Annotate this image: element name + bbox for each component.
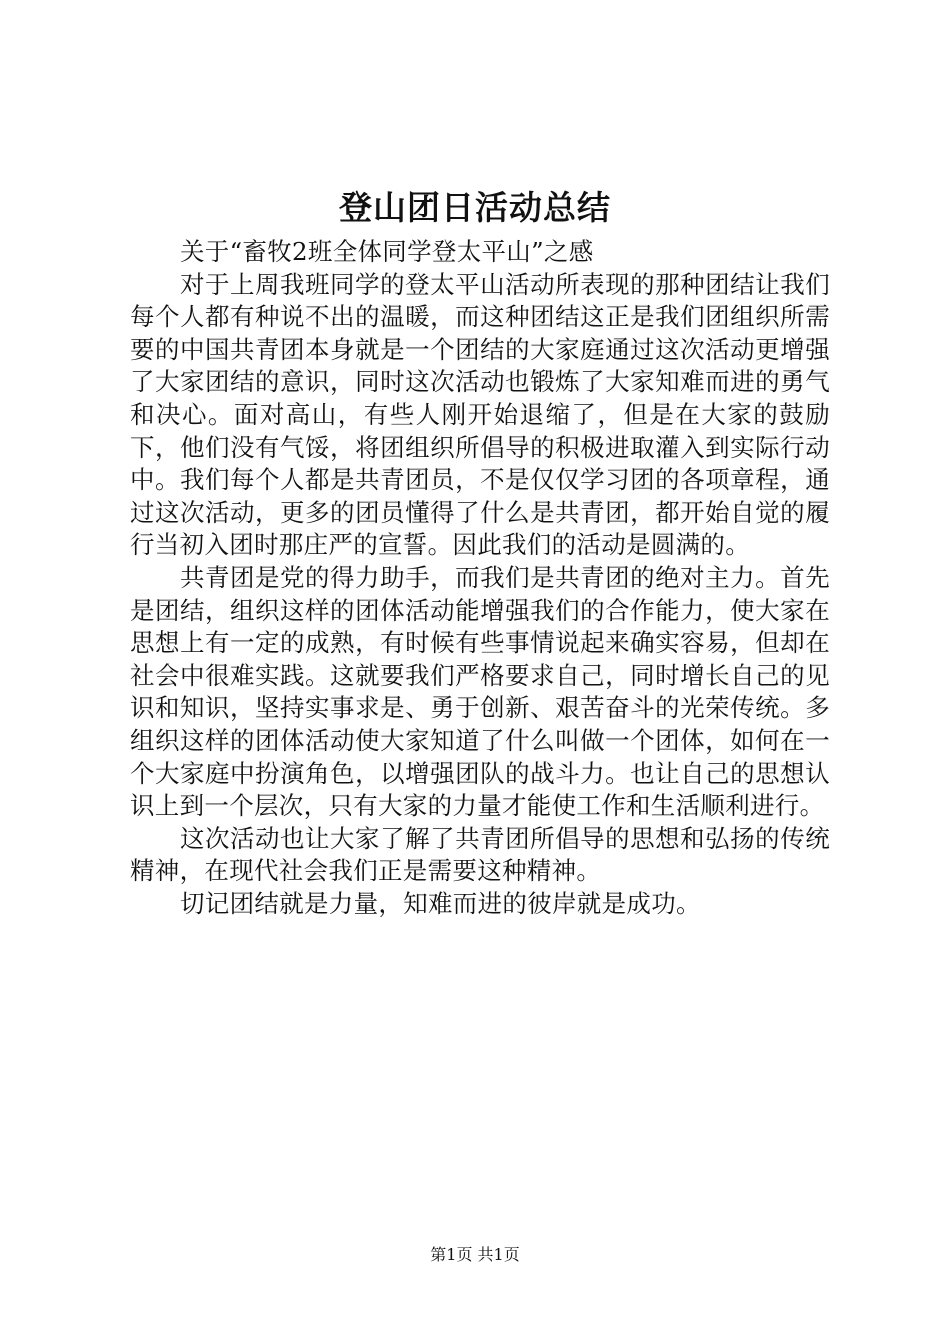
body-paragraph-4: 切记团结就是力量，知难而进的彼岸就是成功。 (180, 888, 701, 918)
page-number-footer: 第1页 共1页 (430, 1245, 520, 1264)
document-title: 登山团日活动总结 (339, 188, 611, 227)
body-paragraph-3: 这次活动也让大家了解了共青团所倡导的思想和弘扬的传统精神，在现代社会我们正是需要这种精神。 (130, 823, 830, 886)
body-paragraph-1: 对于上周我班同学的登太平山活动所表现的那种团结让我们每个人都有种说不出的温暖，而这种团结这正是我们团组织所需要的中国共青团本身就是一个团结的大家庭通过这次活动更增强了大家团结的意识，同时这次活动也锻炼了大家知难而进的勇气和决心。面对高山，有些人刚开始退缩了，但是在大家的鼓励下，他们没有气馁，将团组织所倡导的积极进取灌入到实际行动中。我们每个人都是共青团员，不是仅仅学习团的各项章程，通过这次活动，更多的团员懂得了什么是共青团，都开始自觉的履行当初入团时那庄严的宣誓。因此我们的活动是圆满的。 (130, 269, 830, 560)
document-body (130, 236, 830, 920)
subtitle-paragraph: 关于“畜牧2班全体同学登太平山”之感 (180, 237, 594, 266)
body-paragraph-2: 共青团是党的得力助手，而我们是共青团的绝对主力。首先是团结，组织这样的团体活动能增强我们的合作能力，使大家在思想上有一定的成熟，有时候有些事情说起来确实容易，但却在社会中很难实践。这就要我们严格要求自己，同时增长自己的见识和知识，坚持实事求是、勇于创新、艰苦奋斗的光荣传统。多组织这样的团体活动使大家知道了什么叫做一个团体，如何在一个大家庭中扮演角色，以增强团队的战斗力。也让自己的思想认识上到一个层次，只有大家的力量才能使工作和生活顺利进行。 (130, 562, 830, 821)
